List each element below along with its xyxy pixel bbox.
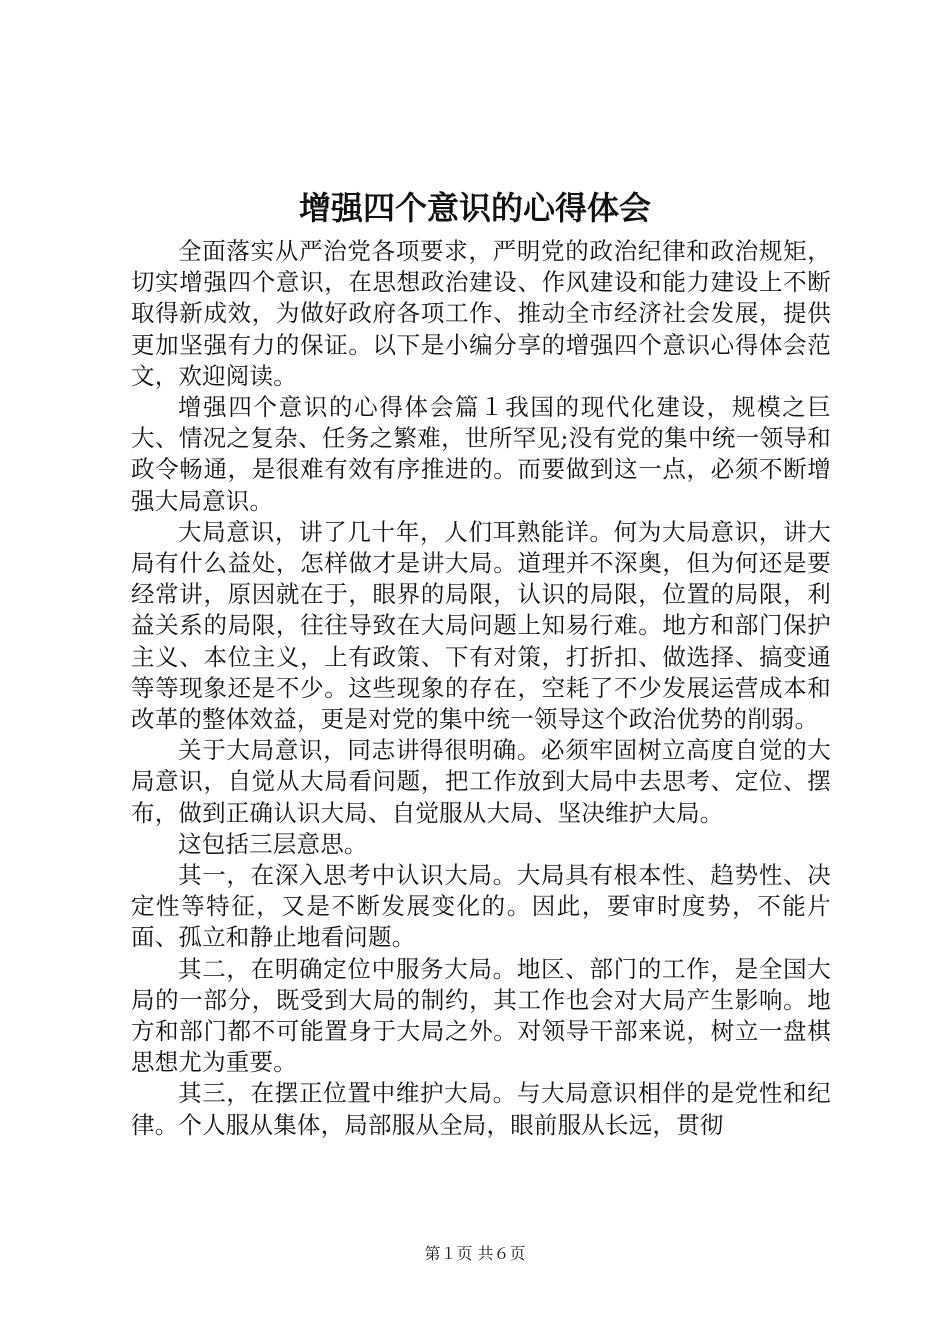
paragraph-4: 这包括三层意思。 — [178, 829, 368, 858]
document-body — [131, 236, 831, 1141]
document-title: 增强四个意识的心得体会 — [298, 189, 651, 227]
paragraph-7: 其三，在摆正位置中维护大局。与大局意识相伴的是党性和纪律。个人服从集体，局部服从全局，眼前服从长远，贯彻 — [131, 1079, 831, 1139]
paragraph-2: 大局意识，讲了几十年，人们耳熟能详。何为大局意识，讲大局有什么益处，怎样做才是讲大局。道理并不深奥，但为何还是要经常讲，原因就在于，眼界的局限，认识的局限，位置的局限，利益关系的局限，往往导致在大局问题上知易行难。地方和部门保护主义、本位主义，上有政策、下有对策，打折扣、做选择、搞变通等等现象还是不少。这些现象的存在，空耗了不少发展运营成本和改革的整体效益，更是对党的集中统一领导这个政治优势的削弱。 — [131, 517, 831, 734]
paragraph-intro: 全面落实从严治党各项要求，严明党的政治纪律和政治规矩，切实增强四个意识，在思想政治建设、作风建设和能力建设上不断取得新成效，为做好政府各项工作、推动全市经济社会发展，提供更加坚强有力的保证。以下是小编分享的增强四个意识心得体会范文，欢迎阅读。 — [131, 237, 831, 390]
paragraph-6: 其二，在明确定位中服务大局。地区、部门的工作，是全国大局的一部分，既受到大局的制约，其工作也会对大局产生影响。地方和部门都不可能置身于大局之外。对领导干部来说，树立一盘棋思想尤为重要。 — [131, 954, 831, 1077]
paragraph-3: 关于大局意识，同志讲得很明确。必须牢固树立高度自觉的大局意识，自觉从大局看问题，把工作放到大局中去思考、定位、摆布，做到正确认识大局、自觉服从大局、坚决维护大局。 — [131, 736, 831, 827]
paragraph-5: 其一，在深入思考中认识大局。大局具有根本性、趋势性、决定性等特征，又是不断发展变化的。因此，要审时度势，不能片面、孤立和静止地看问题。 — [131, 861, 831, 952]
page-footer: 第１页 共６页 — [424, 1244, 526, 1263]
paragraph-1: 增强四个意识的心得体会篇１我国的现代化建设，规模之巨大、情况之复杂、任务之繁难，世所罕见;没有党的集中统一领导和政令畅通，是很难有效有序推进的。而要做到这一点，必须不断增强大局意识。 — [131, 393, 831, 515]
